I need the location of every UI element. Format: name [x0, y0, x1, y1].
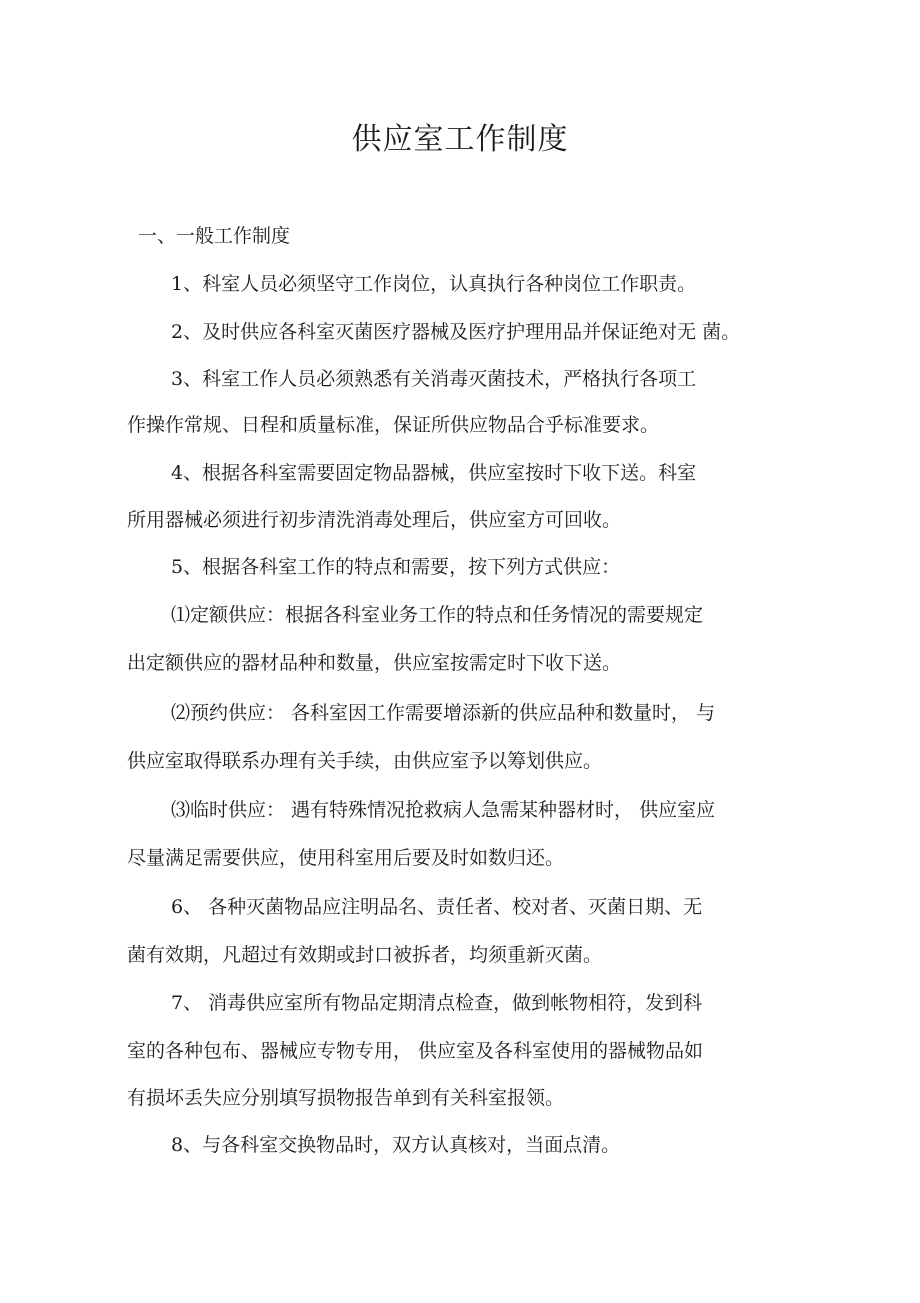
paragraph-line: 6、 各种灭菌物品应注明品名、责任者、校对者、灭菌日期、无	[171, 896, 703, 918]
page-title: 供应室工作制度	[351, 122, 569, 157]
paragraph-line: 5、根据各科室工作的特点和需要，按下列方式供应：	[171, 556, 621, 578]
paragraph-line: 8、与各科室交换物品时，双方认真核对，当面点清。	[171, 1134, 621, 1156]
paragraph-line: 有损坏丢失应分别填写损物报告单到有关科室报领。	[127, 1087, 565, 1109]
paragraph-line: ⑴定额供应：根据各科室业务工作的特点和任务情况的需要规定	[171, 604, 704, 626]
paragraph-line: 室的各种包布、器械应专物专用， 供应室及各科室使用的器械物品如	[127, 1040, 704, 1062]
paragraph-line: 尽量满足需要供应，使用科室用后要及时如数归还。	[127, 847, 565, 869]
paragraph-line: 菌有效期，凡超过有效期或封口被拆者，均须重新灭菌。	[127, 944, 603, 966]
section-heading: 一、一般工作制度	[138, 225, 291, 247]
paragraph-line: 4、根据各科室需要固定物品器械，供应室按时下收下送。科室	[171, 462, 697, 484]
paragraph-line: 3、科室工作人员必须熟悉有关消毒灭菌技术，严格执行各项工	[171, 368, 697, 390]
paragraph-line: 供应室取得联系办理有关手续，由供应室予以筹划供应。	[127, 750, 603, 772]
paragraph-line: ⑶临时供应： 遇有特殊情况抢救病人急需某种器材时， 供应室应	[171, 799, 716, 821]
paragraph-line: 所用器械必须进行初步清洗消毒处理后，供应室方可回收。	[127, 509, 622, 531]
paragraph-line: ⑵预约供应： 各科室因工作需要增添新的供应品种和数量时， 与	[171, 702, 716, 724]
paragraph-line: 作操作常规、日程和质量标准，保证所供应物品合乎标准要求。	[127, 414, 660, 436]
paragraph-line: 1、科室人员必须坚守工作岗位，认真执行各种岗位工作职责。	[171, 273, 697, 295]
paragraph-line: 出定额供应的器材品种和数量，供应室按需定时下收下送。	[127, 652, 622, 674]
paragraph-line: 2、及时供应各科室灭菌医疗器械及医疗护理用品并保证绝对无 菌。	[171, 321, 741, 343]
paragraph-line: 7、 消毒供应室所有物品定期清点检查，做到帐物相符，发到科	[171, 992, 703, 1014]
